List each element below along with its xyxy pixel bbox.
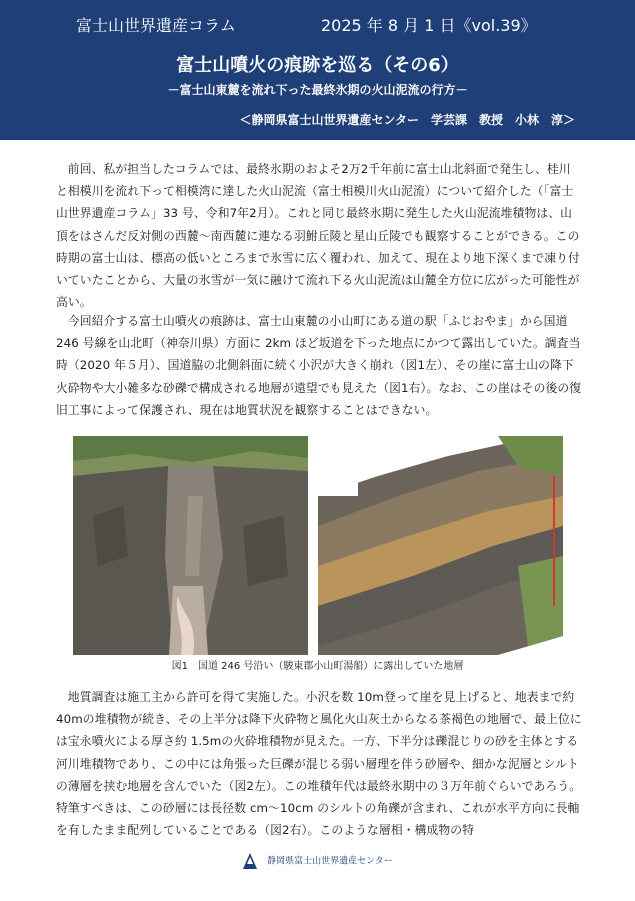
body-paragraph-3: 地質調査は施工主から許可を得て実施した。小沢を数 10m登って崖を見上げると、地表まで約 40mの堆積物が続き、その上半分は降下火砕物と風化火山灰土からなる茶褐色の地層で、最上位には宝永噴火による厚さ約 1.5mの火砕堆積物が見えた。一方、下半分は礫混じりの砂を主体とする河川堆積物であり、この中には角張った巨礫が混じる弱い層理を伴う砂層や、細かな泥層とシルトの薄層を挟む地層を含んでいた（図2左）。この堆積年代は最終氷期中の３万年前ぐらいであろう。特筆すべきは、この砂層には長径数 cm～10cm のシルトの角礫が含まれ、これが水平方向に長軸を有したまま配列していることである（図2右）。このような層相・構成物の特 xyxy=(56,690,582,838)
figure1-right-photo xyxy=(318,436,563,655)
issue-date-volume: 2025 年 8 月 1 日《vol.39》 xyxy=(321,16,537,35)
article-title: 富士山噴火の痕跡を巡る（その6） xyxy=(176,55,459,76)
center-logo-icon xyxy=(242,852,258,870)
body-paragraph-2: 今回紹介する富士山噴火の痕跡は、富士山東麓の小山町にある道の駅「ふじおやま」から国道 246 号線を山北町（神奈川県）方面に 2km ほど坂道を下った地点にかつて露出していた。調査当時（2020 年５月）、国道脇の北側斜面に続く小沢が大きく崩れ（図1左）、その崖に富士山の降下火砕物や大小雑多な砂礫で構成される地層が遠望でも見えた（図1右）。なお、この崖はその後の復旧工事によって保護され、現在は地質状況を観察することはできない。 xyxy=(56,314,582,417)
header-banner xyxy=(0,0,635,140)
footer xyxy=(0,852,635,870)
footer-org-name: 静岡県富士山世界遺産センター xyxy=(267,856,393,867)
body-paragraph-1: 前回、私が担当したコラムでは、最終氷期のおよそ2万2千年前に富士山北斜面で発生し、桂川と相模川を流れ下って相模湾に達した火山泥流（富士相模川火山泥流）について紹介した（「富士山世界遺産コラム」33 号、令和7年2月）。これと同じ最終氷期に発生した火山泥流堆積物は、山頂をはさんだ反対側の西麓～南西麓に連なる羽鮒丘陵と星山丘陵でも観察することができる。この時期の富士山は、標高の低いところまで氷雪に広く覆われ、加えて、現在より地下深くまで凍り付いていたことから、大量の氷雪が一気に融けて流れ下る火山泥流は山麓全方位に広がった可能性が高い。 xyxy=(56,162,580,310)
figure1-left-photo xyxy=(73,436,308,655)
column-series-title: 富士山世界遺産コラム xyxy=(76,16,236,35)
author-line: ＜静岡県富士山世界遺産センター 学芸課 教授 小林 淳＞ xyxy=(239,113,575,127)
article-subtitle: －富士山東麓を流れ下った最終氷期の火山泥流の行方－ xyxy=(167,83,468,97)
figure1-caption: 図1 国道 246 号沿い（駿東郡小山町湯船）に露出していた地層 xyxy=(171,661,464,672)
